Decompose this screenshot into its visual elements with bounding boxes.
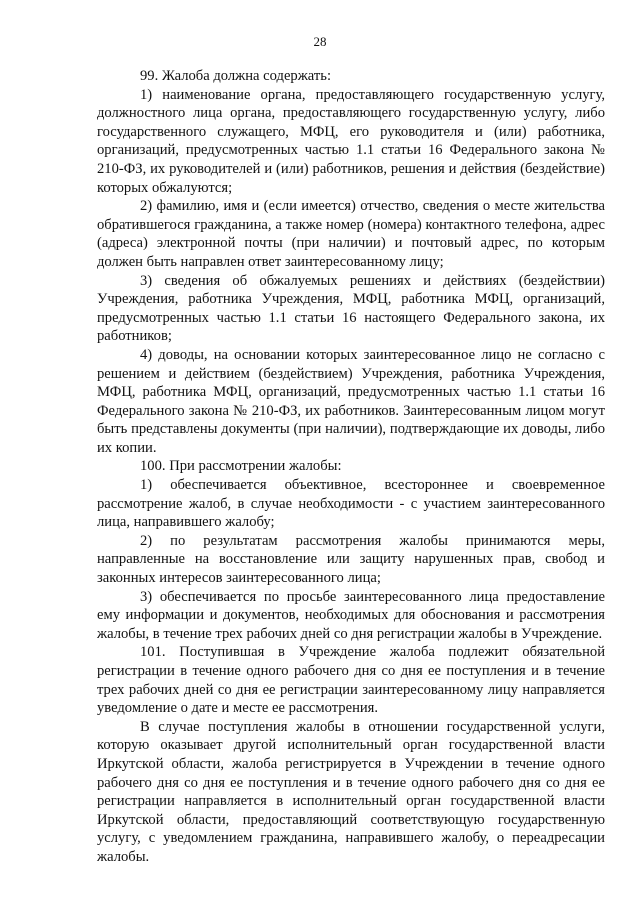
paragraph-99-item-2: 2) фамилию, имя и (если имеется) отчество, сведения о месте жительства обратившегося гражданина, а также номер (номера) контактного телефона, адрес (адреса) электронной почты (при наличии) и почтовый адрес, по которым должен быть направлен ответ заинтересованному лицу; <box>97 198 605 270</box>
document-body <box>97 67 605 867</box>
paragraph-99-item-4: 4) доводы, на основании которых заинтересованное лицо не согласно с решением и действием (бездействием) Учреждения, работника Учреждения, МФЦ, работника МФЦ, организаций, предусмотренных частью 1.1 статьи 16 Федерального закона № 210-ФЗ, их работников. Заинтересованным лицом могут быть представлены документы (при наличии), подтверждающие их доводы, либо их копии. <box>97 346 605 456</box>
paragraph-100-item-2: 2) по результатам рассмотрения жалобы принимаются меры, направленные на восстановление или защиту нарушенных прав, свобод и законных интересов заинтересованного лица; <box>97 532 605 587</box>
page-number: 28 <box>313 34 327 49</box>
paragraph-100-item-3: 3) обеспечивается по просьбе заинтересованного лица предоставление ему информации и документов, необходимых для обоснования и рассмотрения жалобы, в течение трех рабочих дней со дня регистрации жалобы в Учреждение. <box>97 588 605 642</box>
paragraph-100-item-1: 1) обеспечивается объективное, всестороннее и своевременное рассмотрение жалоб, в случае необходимости - с участием заинтересованного лица, направившего жалобу; <box>97 477 605 531</box>
paragraph-101: 101. Поступившая в Учреждение жалоба подлежит обязательной регистрации в течение одного рабочего дня со дня ее поступления и в течение трех рабочих дней со дня ее регистрации заинтересованному лицу направляется уведомление о дате и месте ее рассмотрения. <box>97 644 605 717</box>
paragraph-100-heading: 100. При рассмотрении жалобы: <box>140 458 342 475</box>
paragraph-99-item-1: 1) наименование органа, предоставляющего государственную услугу, должностного лица органа, предоставляющего государственную услугу, либо государственного служащего, МФЦ, его руководителя и (или) работника, организаций, предусмотренных частью 1.1 статьи 16 Федерального закона № 210-ФЗ, их руководителей и (или) работников, решения и действия (бездействие) которых обжалуются; <box>97 86 605 196</box>
paragraph-99-item-3: 3) сведения об обжалуемых решениях и действиях (бездействии) Учреждения, работника Учреждения, МФЦ, работника МФЦ, организаций, предусмотренных частью 1.1 статьи 16 настоящего Федерального закона, их работников; <box>97 272 605 345</box>
paragraph-101-continuation: В случае поступления жалобы в отношении государственной услуги, которую оказывает другой исполнительный орган государственной власти Иркутской области, жалоба регистрируется в Учреждении в течение одного рабочего дня со дня ее поступления и в течение одного рабочего дня со дня ее регистрации направляется в исполнительный орган государственной власти Иркутской области, предоставляющий соответствующую государственную услугу, с уведомлением гражданина, направившего жалобу, о переадресации жалобы. <box>97 718 605 865</box>
paragraph-99-heading: 99. Жалоба должна содержать: <box>140 68 331 84</box>
